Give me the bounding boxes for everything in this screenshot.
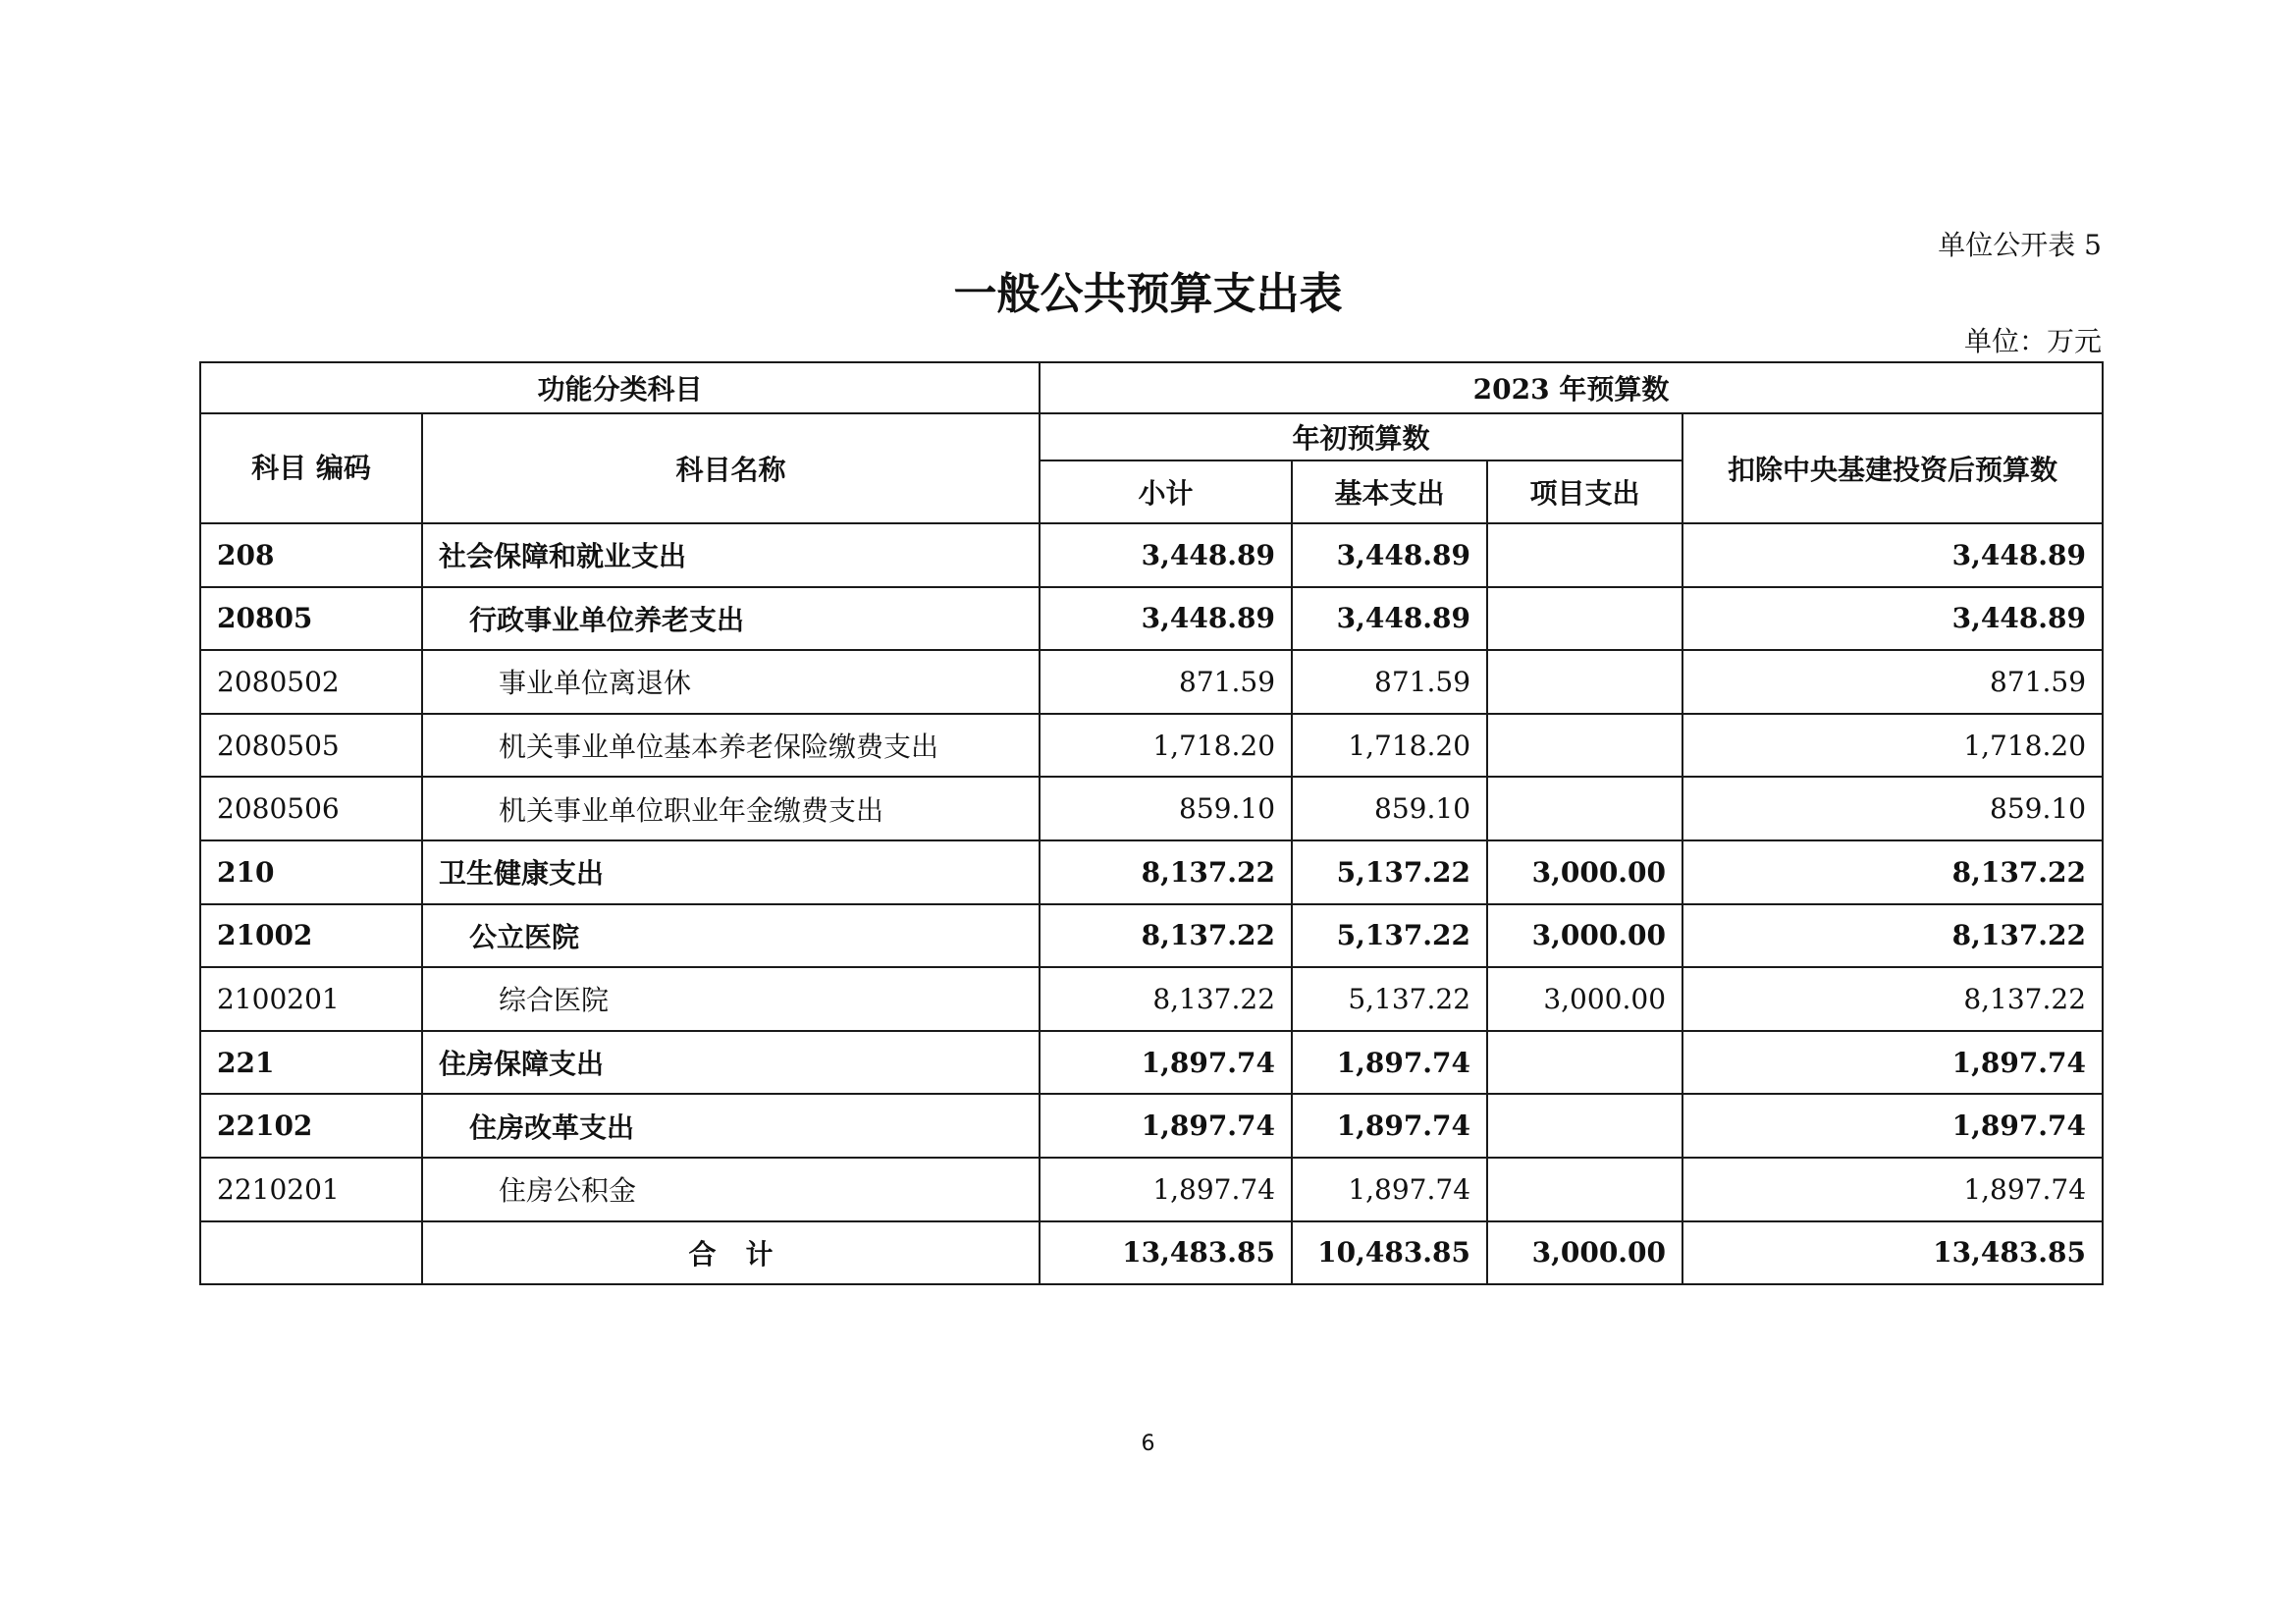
subject-name-cell: 社会保障和就业支出 [422,523,1040,587]
total-subtotal-cell: 13,483.85 [1040,1221,1292,1285]
subject-name-cell: 卫生健康支出 [422,840,1040,904]
table-row [200,1094,2103,1158]
basic-expenditure-cell: 3,448.89 [1292,523,1487,587]
total-adjusted-cell: 13,483.85 [1682,1221,2103,1285]
total-basic-cell: 10,483.85 [1292,1221,1487,1285]
total-code-cell [200,1221,422,1285]
project-expenditure-cell [1487,587,1682,651]
subtotal-cell: 1,897.74 [1040,1031,1292,1095]
basic-expenditure-cell: 5,137.22 [1292,967,1487,1031]
table-row [200,587,2103,651]
basic-expenditure-header: 基本支出 [1292,460,1487,523]
adjusted-budget-cell: 8,137.22 [1682,840,2103,904]
functional-category-header: 功能分类科目 [200,362,1040,413]
budget-year-header: 2023 年预算数 [1040,362,2103,413]
project-expenditure-cell: 3,000.00 [1487,840,1682,904]
subject-name-cell: 机关事业单位基本养老保险缴费支出 [422,714,1040,778]
table-row [200,777,2103,840]
table-row [200,714,2103,778]
subject-code-cell: 2080502 [200,650,422,714]
subtotal-header: 小计 [1040,460,1292,523]
adjusted-budget-cell: 1,897.74 [1682,1031,2103,1095]
basic-expenditure-cell: 1,897.74 [1292,1094,1487,1158]
subject-name-cell: 机关事业单位职业年金缴费支出 [422,777,1040,840]
basic-expenditure-cell: 859.10 [1292,777,1487,840]
project-expenditure-cell [1487,650,1682,714]
basic-expenditure-cell: 5,137.22 [1292,840,1487,904]
subject-name-cell: 行政事业单位养老支出 [422,587,1040,651]
subject-code-cell: 2080505 [200,714,422,778]
basic-expenditure-cell: 871.59 [1292,650,1487,714]
subtotal-cell: 8,137.22 [1040,840,1292,904]
subtotal-cell: 871.59 [1040,650,1292,714]
subtotal-cell: 1,897.74 [1040,1158,1292,1221]
adjusted-budget-cell: 3,448.89 [1682,587,2103,651]
adjusted-budget-cell: 1,718.20 [1682,714,2103,778]
project-expenditure-cell [1487,523,1682,587]
subject-name-cell: 住房保障支出 [422,1031,1040,1095]
table-row [200,650,2103,714]
basic-expenditure-cell: 1,718.20 [1292,714,1487,778]
adjusted-budget-cell: 859.10 [1682,777,2103,840]
total-label-cell: 合计 [422,1221,1040,1285]
subject-name-cell: 事业单位离退休 [422,650,1040,714]
subtotal-cell: 1,718.20 [1040,714,1292,778]
total-row [200,1221,2103,1285]
project-expenditure-cell: 3,000.00 [1487,904,1682,968]
total-project-cell: 3,000.00 [1487,1221,1682,1285]
subtotal-cell: 8,137.22 [1040,904,1292,968]
subject-code-cell: 2210201 [200,1158,422,1221]
project-expenditure-cell [1487,1158,1682,1221]
initial-budget-header: 年初预算数 [1040,413,1682,460]
project-expenditure-cell [1487,714,1682,778]
adjusted-budget-cell: 3,448.89 [1682,523,2103,587]
adjusted-budget-cell: 871.59 [1682,650,2103,714]
adjusted-budget-cell: 8,137.22 [1682,967,2103,1031]
adjusted-budget-cell: 1,897.74 [1682,1158,2103,1221]
subject-code-cell: 22102 [200,1094,422,1158]
subject-code-cell: 221 [200,1031,422,1095]
subject-code-cell: 2100201 [200,967,422,1031]
project-expenditure-cell [1487,1094,1682,1158]
subject-code-header: 科目 编码 [200,413,422,523]
project-expenditure-header: 项目支出 [1487,460,1682,523]
subject-name-cell: 公立医院 [422,904,1040,968]
subtotal-cell: 859.10 [1040,777,1292,840]
subtotal-cell: 3,448.89 [1040,587,1292,651]
subject-name-cell: 住房改革支出 [422,1094,1040,1158]
page-title: 一般公共预算支出表 [953,269,1343,319]
subject-name-cell: 综合医院 [422,967,1040,1031]
basic-expenditure-cell: 3,448.89 [1292,587,1487,651]
subtotal-cell: 3,448.89 [1040,523,1292,587]
table-row [200,1158,2103,1221]
project-expenditure-cell: 3,000.00 [1487,967,1682,1031]
table-row [200,523,2103,587]
unit-label: 单位：万元 [1963,325,2102,357]
basic-expenditure-cell: 1,897.74 [1292,1158,1487,1221]
page-number: 6 [1141,1432,1155,1456]
subject-code-cell: 208 [200,523,422,587]
table-row [200,1031,2103,1095]
subject-code-cell: 20805 [200,587,422,651]
table-row [200,904,2103,968]
table-row [200,840,2103,904]
budget-table [199,361,2104,1285]
basic-expenditure-cell: 5,137.22 [1292,904,1487,968]
subject-code-cell: 210 [200,840,422,904]
after-deduction-header: 扣除中央基建投资后预算数 [1682,413,2103,523]
subtotal-cell: 8,137.22 [1040,967,1292,1031]
adjusted-budget-cell: 8,137.22 [1682,904,2103,968]
project-expenditure-cell [1487,777,1682,840]
basic-expenditure-cell: 1,897.74 [1292,1031,1487,1095]
budget-table-body [200,523,2103,1284]
form-number: 单位公开表 5 [1938,229,2102,261]
subtotal-cell: 1,897.74 [1040,1094,1292,1158]
table-row [200,967,2103,1031]
subject-name-cell: 住房公积金 [422,1158,1040,1221]
project-expenditure-cell [1487,1031,1682,1095]
adjusted-budget-cell: 1,897.74 [1682,1094,2103,1158]
subject-code-cell: 2080506 [200,777,422,840]
subject-code-cell: 21002 [200,904,422,968]
subject-name-header: 科目名称 [422,413,1040,523]
